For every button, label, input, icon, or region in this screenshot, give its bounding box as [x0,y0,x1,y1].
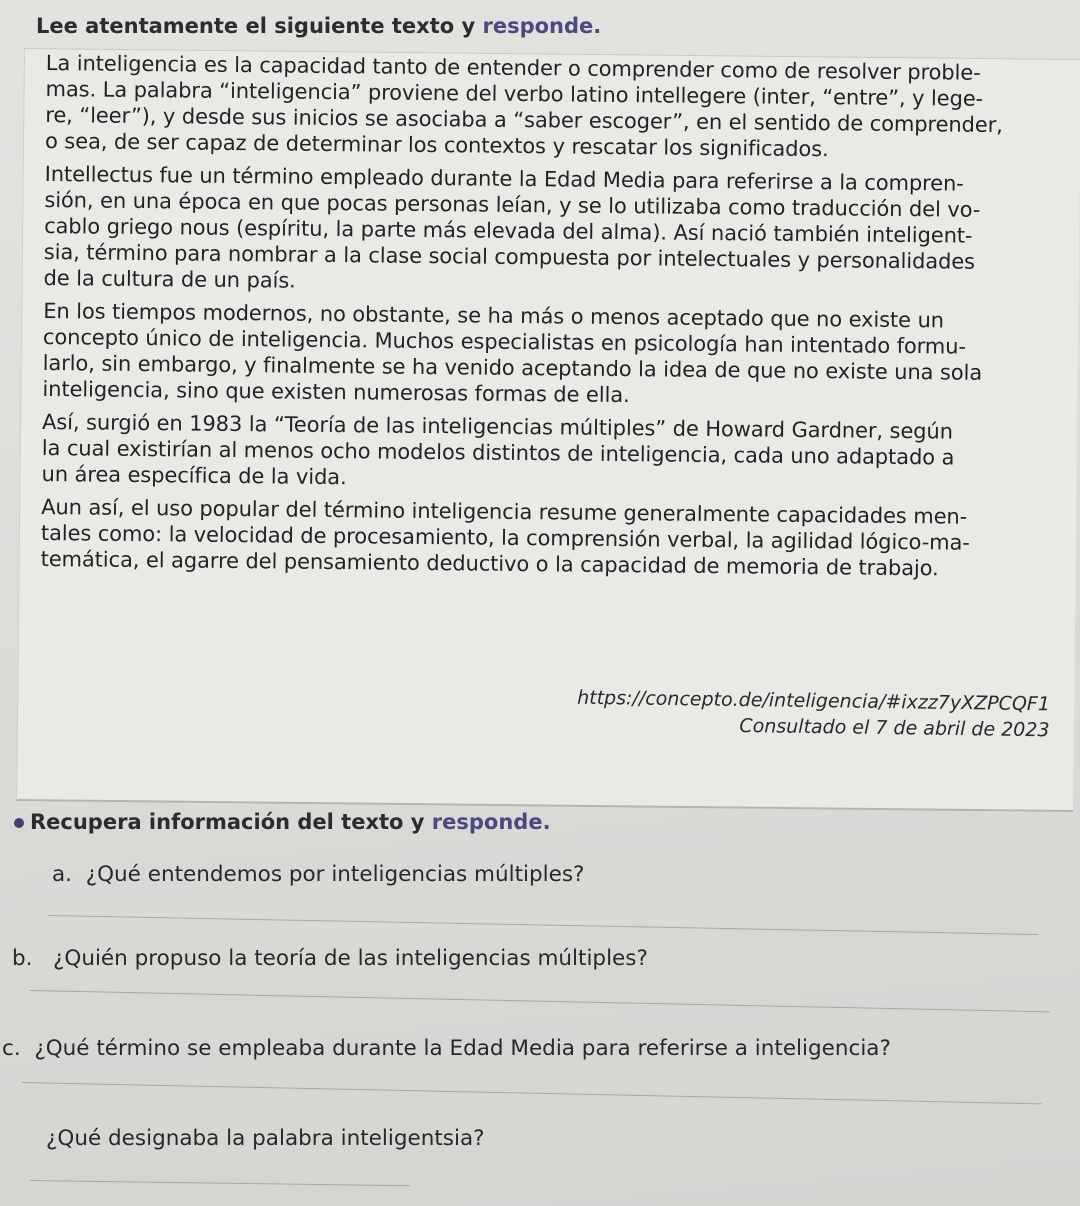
question-d [46,1126,485,1151]
paragraph-line: Aun así, el uso popular del término inteligencia resume generalmente capacidades men- [41,494,968,529]
bullet-icon [14,818,24,828]
source-citation [577,685,1050,744]
question-text: ¿Qué entendemos por inteligencias múltiples? [85,862,585,887]
questions-heading [14,810,551,834]
paragraph-line: re, “leer”), y desde sus inicios se asociaba a “saber escoger”, en el sentido de comprender, [45,102,1003,138]
paragraph-1 [45,50,1076,165]
reading-text [40,50,1075,590]
paragraph-line: concepto único de inteligencia. Muchos especialistas en psicología han intentado formu- [42,324,967,359]
question-b [12,946,648,971]
answer-line-a[interactable] [48,915,1038,935]
instruction-text: Lee atentamente el siguiente texto y [36,14,483,38]
question-c [2,1036,891,1061]
paragraph-line: larlo, sin embargo, y finalmente se ha venido aceptando la idea de que no existe una sola [42,350,983,385]
paragraph-line: tales como: la velocidad de procesamiento, la comprensión verbal, la agilidad lógico-ma- [40,520,970,555]
paragraph-line: cablo griego nous (espíritu, la parte más elevada del alma). Así nació también inteligent- [44,213,973,248]
answer-line-c[interactable] [22,1082,1042,1104]
question-marker: b. [12,946,33,971]
paragraph-line: o sea, de ser capaz de determinar los contextos y rescatar los significados. [44,128,829,162]
paragraph-line: Así, surgió en 1983 la “Teoría de las inteligencias múltiples” de Howard Gardner, según [41,409,954,444]
source-url: https://concepto.de/inteligencia/#ixzz7yXZPCQF1 [577,686,1051,716]
paragraph-line: de la cultura de un país. [43,265,296,293]
paragraph-line: sia, término para nombrar a la clase social compuesta por intelectuales y personalidades [43,239,976,274]
answer-line-b[interactable] [30,990,1050,1012]
paragraph-line: sión, en una época en que pocas personas leían, y se lo utilizaba como traducción del vo- [44,187,981,222]
paragraph-line: un área específica de la vida. [41,461,347,490]
paragraph-4 [41,409,1072,498]
paragraph-5 [41,494,1072,583]
paragraph-line: inteligencia, sino que existen numerosas formas de ella. [42,376,630,408]
paragraph-line: la cual existirían al menos ocho modelos distintos de inteligencia, cada uno adaptado a [41,435,955,470]
paragraph-3 [42,298,1073,413]
question-text: ¿Qué designaba la palabra inteligentsia? [46,1126,485,1151]
question-a [52,862,584,887]
paragraph-line: Intellectus fue un término empleado durante la Edad Media para referirse a la compren- [44,161,964,196]
paragraph-line: La inteligencia es la capacidad tanto de entender o comprender como de resolver proble- [45,50,981,85]
question-marker: a. [52,862,73,887]
paragraph-line: mas. La palabra “inteligencia” proviene del verbo latino intellegere (inter, “entre”, y lege- [45,76,984,111]
instruction-heading [36,14,601,38]
paragraph-2 [43,161,1074,302]
source-date: Consultado el 7 de abril de 2023 [739,714,1050,742]
question-text: ¿Quién propuso la teoría de las inteligencias múltiples? [53,946,648,971]
question-text: ¿Qué término se empleaba durante la Edad Media para referirse a inteligencia? [34,1036,891,1061]
questions-title: Recupera información del texto y [30,810,432,834]
questions-title-accent: responde. [431,810,551,834]
instruction-accent: responde. [482,14,602,38]
answer-line-d[interactable] [30,1180,410,1186]
paragraph-line: En los tiempos modernos, no obstante, se ha más o menos aceptado que no existe un [43,298,945,333]
paragraph-line: temática, el agarre del pensamiento deductivo o la capacidad de memoria de trabajo. [40,546,939,581]
question-marker: c. [2,1036,21,1061]
